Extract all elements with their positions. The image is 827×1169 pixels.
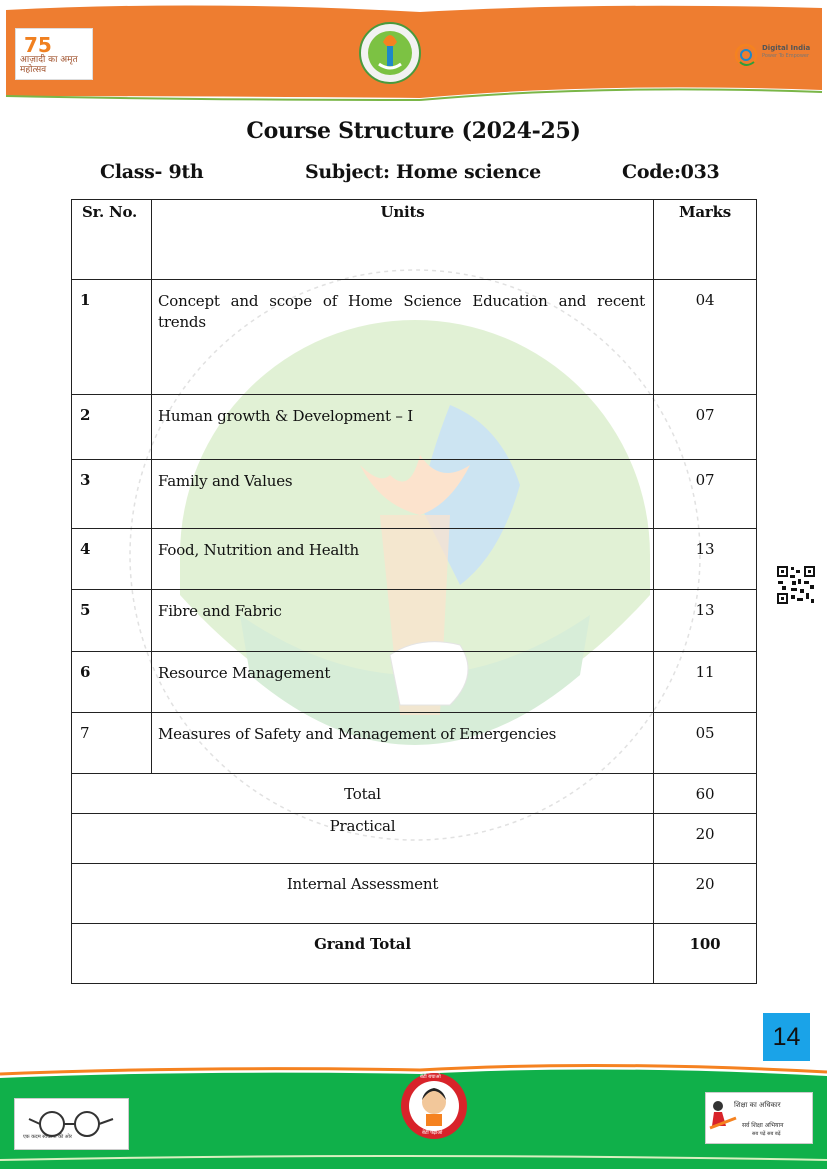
table-row [72,280,757,395]
logo-number: 75 [24,33,52,57]
table-row [72,460,757,529]
total-label: Total [344,785,381,803]
table-row [72,590,757,652]
azadi-amrit-mahotsav-logo [15,28,93,80]
logo-caption: आज़ादी का अमृत महोत्सव [20,55,78,75]
marks-header: Marks [678,203,732,221]
table-header-row [72,200,757,280]
grand-total-marks: 100 [689,935,721,953]
page-number-badge: 14 [763,1013,810,1061]
ssa-tagline: सब पढ़ें सब बढ़ें [752,1131,781,1137]
internal-assessment-label: Internal Assessment [286,875,439,893]
sr-header: Sr. No. [82,203,138,221]
sr-no: 4 [80,540,91,558]
header-cell [654,200,757,280]
swachh-bharat-caption: एक कदम स्वच्छता की ओर [23,1134,72,1140]
sr-no: 1 [80,291,91,309]
header-cell [72,200,152,280]
unit-name: Concept and scope of Home Science Education and recent trends [158,292,645,331]
unit-name: Fibre and Fabric [158,602,282,620]
unit-name: Resource Management [158,664,331,682]
sr-no: 5 [80,601,91,619]
internal-assessment-row [72,864,757,924]
unit-marks: 05 [695,724,715,742]
beti-bachao-logo [400,1072,468,1140]
sr-no: 7 [80,724,90,742]
sr-no: 6 [80,663,91,681]
grand-total-row [72,924,757,984]
sarva-shiksha-abhiyan-logo [705,1092,813,1144]
unit-marks: 13 [695,540,715,558]
code-label: Code:033 [622,161,720,183]
beti-bachao-text: बेटी बचाओ [420,1074,441,1080]
table-row [72,529,757,590]
grand-total-label: Grand Total [314,935,411,953]
internal-assessment-marks: 20 [695,875,715,893]
ssa-title: सर्व शिक्षा अभियान [742,1122,784,1129]
unit-marks: 11 [695,663,715,681]
units-header: Units [380,203,425,221]
sr-no: 2 [80,406,91,424]
unit-marks: 07 [695,471,715,489]
beti-padhao-text: बेटी पढ़ाओ [422,1130,443,1136]
page-title: Course Structure (2024-25) [246,118,581,144]
table-row [72,395,757,460]
unit-marks: 13 [695,601,715,619]
digital-india-subtext: Power To Empower [762,53,810,59]
course-structure-table [71,199,757,984]
unit-name: Measures of Safety and Management of Emergencies [158,725,557,743]
practical-label: Practical [329,817,396,835]
qr-code-icon[interactable] [776,565,816,605]
total-row [72,774,757,814]
practical-row [72,814,757,864]
board-emblem-icon [359,22,421,84]
table-row [72,652,757,713]
practical-marks: 20 [695,825,715,843]
subject-label: Subject: Home science [305,161,541,183]
class-label: Class- 9th [100,161,204,183]
unit-name: Human growth & Development – I [158,407,413,425]
unit-name: Family and Values [158,472,293,490]
digital-india-text: Digital India [762,44,811,52]
swachh-bharat-logo [14,1098,129,1150]
header-cell [152,200,654,280]
unit-marks: 07 [695,406,715,424]
rte-title: शिक्षा का अधिकार [734,1101,781,1109]
total-marks: 60 [695,785,715,803]
sr-no: 3 [80,471,91,489]
unit-marks: 04 [695,291,715,309]
unit-name: Food, Nutrition and Health [158,541,360,559]
table-row [72,713,757,774]
